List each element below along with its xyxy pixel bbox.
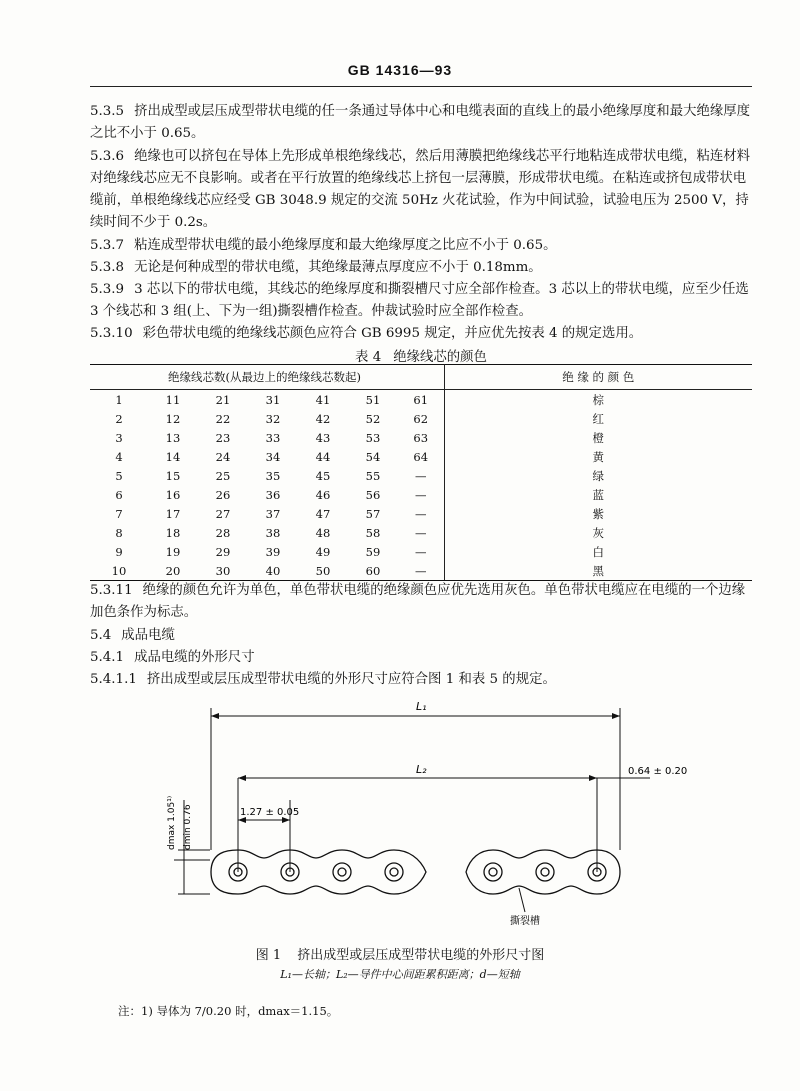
standard-code: GB 14316—93 [347,62,453,78]
core-count-cell: 57 [365,506,381,521]
conductor [338,868,346,876]
core-count-cell: 41 [315,392,331,407]
core-count-cell: 28 [215,525,231,540]
core-count-cell: 61 [413,392,429,407]
color-cell: 棕 [444,390,752,410]
core-count-cell: 14 [165,449,181,464]
insulation-core [333,863,351,881]
core-count-cell: 58 [365,525,381,540]
clause-text: 彩色带状电缆的绝缘线芯颜色应符合 GB 6995 规定，并应优先按表 4 的规定选用。 [142,326,643,341]
core-count-cell: 19 [165,544,181,559]
core-count-cell: 40 [248,561,298,581]
core-count-cell: 36 [265,487,281,502]
core-count-cell: 47 [315,506,331,521]
core-count-cell: 15 [165,468,181,483]
core-count-cell: 35 [265,468,281,483]
clause-number: 5.4.1.1 [90,672,137,687]
table-row [90,542,752,561]
core-count-cell: 49 [315,544,331,559]
color-cell: 绿 [444,466,752,485]
core-count-cell: 2 [115,411,123,426]
core-count-cell: 55 [365,468,381,483]
conductor [390,868,398,876]
core-count-cell: 16 [165,487,181,502]
figure-1-dimension-drawing [167,700,700,940]
color-cell: 红 [444,409,752,428]
color-cell: 紫 [444,504,752,523]
clause-text: 挤出成型或层压成型带状电缆的任一条通过导体中心和电缆表面的直线上的最小绝缘厚度和最大绝缘厚度之比不小于 0.65。 [90,104,751,141]
core-count-cell: 54 [365,449,381,464]
core-count-cell: 26 [215,487,231,502]
core-count-cell: 5 [115,468,123,483]
header-color: 绝 缘 的 颜 色 [444,365,752,390]
core-count-cell: 25 [215,468,231,483]
table-row [90,504,752,523]
color-cell: 白 [444,542,752,561]
core-count-cell: 62 [413,411,429,426]
table-caption: 绝缘线芯的颜色 [393,350,487,365]
core-count-cell: 8 [115,525,123,540]
figure-number: 图 1 [255,948,282,963]
conductor-group [229,863,606,881]
color-cell: 橙 [444,428,752,447]
core-count-cell: 24 [215,449,231,464]
core-count-cell: 51 [365,392,381,407]
table-header-row [90,365,752,390]
clause-number: 5.3.6 [90,149,125,164]
color-cell: 黄 [444,447,752,466]
table-row [90,561,752,581]
clause-text: 绝缘的颜色允许为单色，单色带状电缆的绝缘颜色应优先选用灰色。单色带状电缆应在电缆的一个边缘加色条作为标志。 [90,583,746,620]
core-count-cell: 20 [148,561,198,581]
core-count-cell: 44 [315,449,331,464]
core-count-cell: 17 [165,506,181,521]
core-count-cell: 22 [215,411,231,426]
core-count-cell: 42 [315,411,331,426]
clause-text: 成品电缆 [121,628,175,643]
paragraph-5-3-9 [90,279,752,323]
table-row [90,390,752,410]
table-row [90,523,752,542]
clause-number: 5.3.7 [90,238,125,253]
clause-text: 挤出成型或层压成型带状电缆的外形尺寸应符合图 1 和表 5 的规定。 [146,672,556,687]
clause-number: 5.3.11 [90,583,133,598]
core-count-cell: — [415,487,427,502]
l1-label: L₁ [416,700,427,713]
core-count-cell: 33 [265,430,281,445]
clause-text: 成品电缆的外形尺寸 [134,650,255,665]
paragraph-5-4-1-1 [90,669,752,691]
paragraph-5-3-8 [90,257,752,279]
insulation-core [536,863,554,881]
core-count-cell: 32 [265,411,281,426]
core-count-cell: 12 [165,411,181,426]
core-count-cell: — [415,468,427,483]
core-count-cell: 48 [315,525,331,540]
table-row [90,428,752,447]
clause-text: 3 芯以下的带状电缆，其线芯的绝缘厚度和撕裂槽尺寸应全部作检查。3 芯以上的带状电缆，应至少任选 3 个线芯和 3 组(上、下为一组)撕裂槽作检查。仲裁试验时应全部作检查。 [90,282,749,319]
table-4-title [90,346,752,365]
core-count-cell: 11 [165,392,181,407]
clause-number: 5.3.8 [90,260,125,275]
insulation-color-table [90,364,752,581]
core-count-cell: 43 [315,430,331,445]
core-count-cell: 38 [265,525,281,540]
core-count-cell: 45 [315,468,331,483]
core-count-cell: — [415,544,427,559]
table-row [90,447,752,466]
conductor [541,868,549,876]
dmin-label: dmin 0.76 [183,804,193,850]
insulation-core [484,863,502,881]
clause-text: 绝缘也可以挤包在导体上先形成单根绝缘线芯，然后用薄膜把绝缘线芯平行地粘连成带状电缆，粘连材料对绝缘线芯应无不良影响。或者在平行放置的绝缘线芯上挤包一层薄膜，形成带状电缆。在粘连或挤包成带状电缆前，单根绝缘线芯应经受 GB 3048.9 规定的交流 50Hz 火花试验，作为中间试验，试验电压为 2500 V，持续时间不少于 0.2s。 [90,149,751,230]
core-count-cell: 63 [413,430,429,445]
clause-number: 5.3.9 [90,282,125,297]
insulation-core [385,863,403,881]
core-count-cell: — [415,506,427,521]
pitch-label: 1.27 ± 0.05 [240,807,300,818]
clause-number: 5.4.1 [90,650,125,665]
footnote: 注：1) 导体为 7/0.20 时，dmax＝1.15。 [118,1004,339,1018]
paragraph-5-3-7 [90,235,752,257]
core-count-cell: 6 [115,487,123,502]
core-count-cell: — [415,525,427,540]
core-count-cell: 10 [90,561,148,581]
table-row [90,466,752,485]
paragraph-5-3-11 [90,580,752,624]
table-number: 表 4 [355,350,382,365]
figure-1-caption [0,944,800,963]
core-count-cell: 64 [413,449,429,464]
core-count-cell: 53 [365,430,381,445]
clause-text: 粘连成型带状电缆的最小绝缘厚度和最大绝缘厚度之比应不小于 0.65。 [134,238,557,253]
paragraph-5-3-5 [90,101,752,145]
core-count-cell: — [398,561,444,581]
core-count-cell: 52 [365,411,381,426]
paragraph-5-3-10 [90,323,752,345]
core-count-cell: 4 [115,449,123,464]
core-count-cell: 27 [215,506,231,521]
figure-1-legend: L₁—长轴；L₂—导件中心间距累积距离；d—短轴 [280,968,520,981]
core-count-cell: 1 [115,392,123,407]
paragraph-5-3-6 [90,146,752,234]
core-count-cell: 7 [115,506,123,521]
core-count-cell: 3 [115,430,123,445]
tear-groove-leader [519,888,525,912]
core-count-cell: 34 [265,449,281,464]
color-cell: 黑 [444,561,752,581]
right-offset-label: 0.64 ± 0.20 [628,766,688,777]
clause-number: 5.3.5 [90,104,125,119]
l2-label: L₂ [416,763,427,776]
dmax-label: dmax 1.05¹⁾ [167,795,177,850]
tear-groove-label: 撕裂槽 [510,916,540,927]
figure-caption-text: 挤出成型或层压成型带状电缆的外形尺寸图 [297,948,545,963]
core-count-cell: 13 [165,430,181,445]
clause-number: 5.4 [90,628,112,643]
core-count-cell: 60 [348,561,398,581]
core-count-cell: 30 [198,561,248,581]
header-core-count: 绝缘线芯数(从最边上的绝缘线芯数起) [90,365,444,390]
section-5-4-1 [90,647,752,669]
ribbon-cable-left-section [211,850,426,894]
clause-text: 无论是何种成型的带状电缆，其绝缘最薄点厚度应不小于 0.18mm。 [134,260,542,275]
core-count-cell: 23 [215,430,231,445]
core-count-cell: 46 [315,487,331,502]
conductor [489,868,497,876]
core-count-cell: 21 [215,392,231,407]
core-count-cell: 39 [265,544,281,559]
section-5-4 [90,625,752,647]
core-count-cell: 59 [365,544,381,559]
table-row [90,409,752,428]
color-cell: 蓝 [444,485,752,504]
header-rule [90,86,752,87]
core-count-cell: 56 [365,487,381,502]
table-row [90,485,752,504]
core-count-cell: 29 [215,544,231,559]
core-count-cell: 18 [165,525,181,540]
core-count-cell: 31 [265,392,281,407]
core-count-cell: 50 [298,561,348,581]
core-count-cell: 9 [115,544,123,559]
clause-number: 5.3.10 [90,326,133,341]
color-cell: 灰 [444,523,752,542]
core-count-cell: 37 [265,506,281,521]
